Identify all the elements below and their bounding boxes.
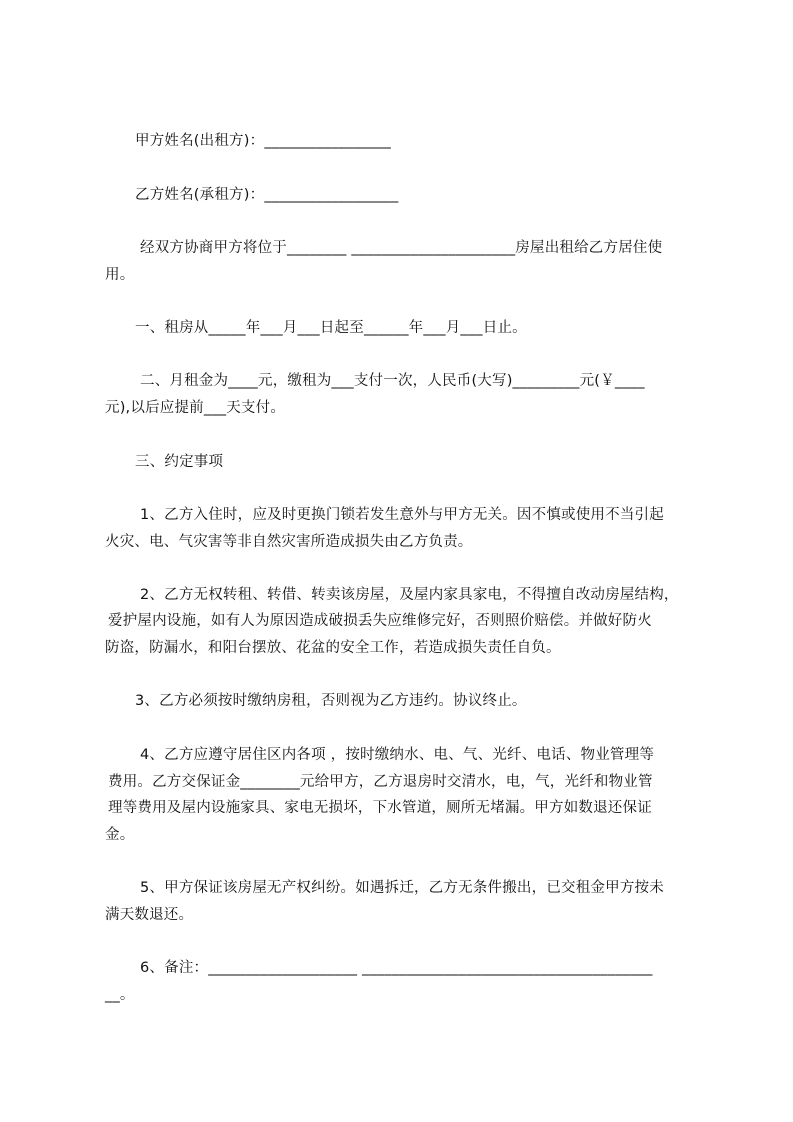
party-b-line: 乙方姓名(承租方)：__________________ [135,187,399,203]
item-6-line-2: __。 [105,987,135,1003]
item-2-line-1: 2、乙方无权转租、转借、转卖该房屋，及屋内家具家电，不得擅自改动房屋结构， [140,587,679,603]
item-6-line-1: 6、备注：____________________ _______________________________________ [140,960,653,976]
item-4-line-2: 费用。乙方交保证金________元给甲方，乙方退房时交清水，电，气，光纤和物业管 [108,774,653,790]
item-2-line-3: 防盗，防漏水，和阳台摆放、花盆的安全工作，若造成损失责任自负。 [105,640,561,656]
clause-2-line-2: 元),以后应提前___天支付。 [105,400,286,416]
item-2-line-2: 爱护屋内设施，如有人为原因造成破损丢失应维修完好，否则照价赔偿。并做好防火 [108,613,652,629]
clause-3-heading: 三、约定事项 [135,454,224,470]
item-4-line-3: 理等费用及屋内设施家具、家电无损坏，下水管道，厕所无堵漏。甲方如数退还保证 [108,800,652,816]
item-5-line-1: 5、甲方保证该房屋无产权纠纷。如遇拆迁，乙方无条件搬出，已交租金甲方按未 [140,880,664,896]
item-4-line-4: 金。 [105,827,135,843]
party-a-line: 甲方姓名(出租方)：_________________ [135,133,391,149]
intro-line-1: 经双方协商甲方将位于________ ______________________房屋出租给乙方居住使 [140,240,663,256]
clause-2-line-1: 二、月租金为____元，缴租为___支付一次，人民币(大写)_________元(￥____ [140,373,645,389]
item-3: 3、乙方必须按时缴纳房租，否则视为乙方违约。协议终止。 [135,693,527,709]
item-1-line-2: 火灾、电、气灾害等非自然灾害所造成损失由乙方负责。 [105,534,473,550]
item-5-line-2: 满天数退还。 [105,907,194,923]
clause-1: 一、租房从_____年___月___日起至______年___月___日止。 [135,320,527,336]
item-4-line-1: 4、乙方应遵守居住区内各项 ，按时缴纳水、电、气、光纤、电话、物业管理等 [140,747,655,763]
intro-line-2: 用。 [105,267,135,283]
item-1-line-1: 1、乙方入住时，应及时更换门锁若发生意外与甲方无关。因不慎或使用不当引起 [140,507,664,523]
